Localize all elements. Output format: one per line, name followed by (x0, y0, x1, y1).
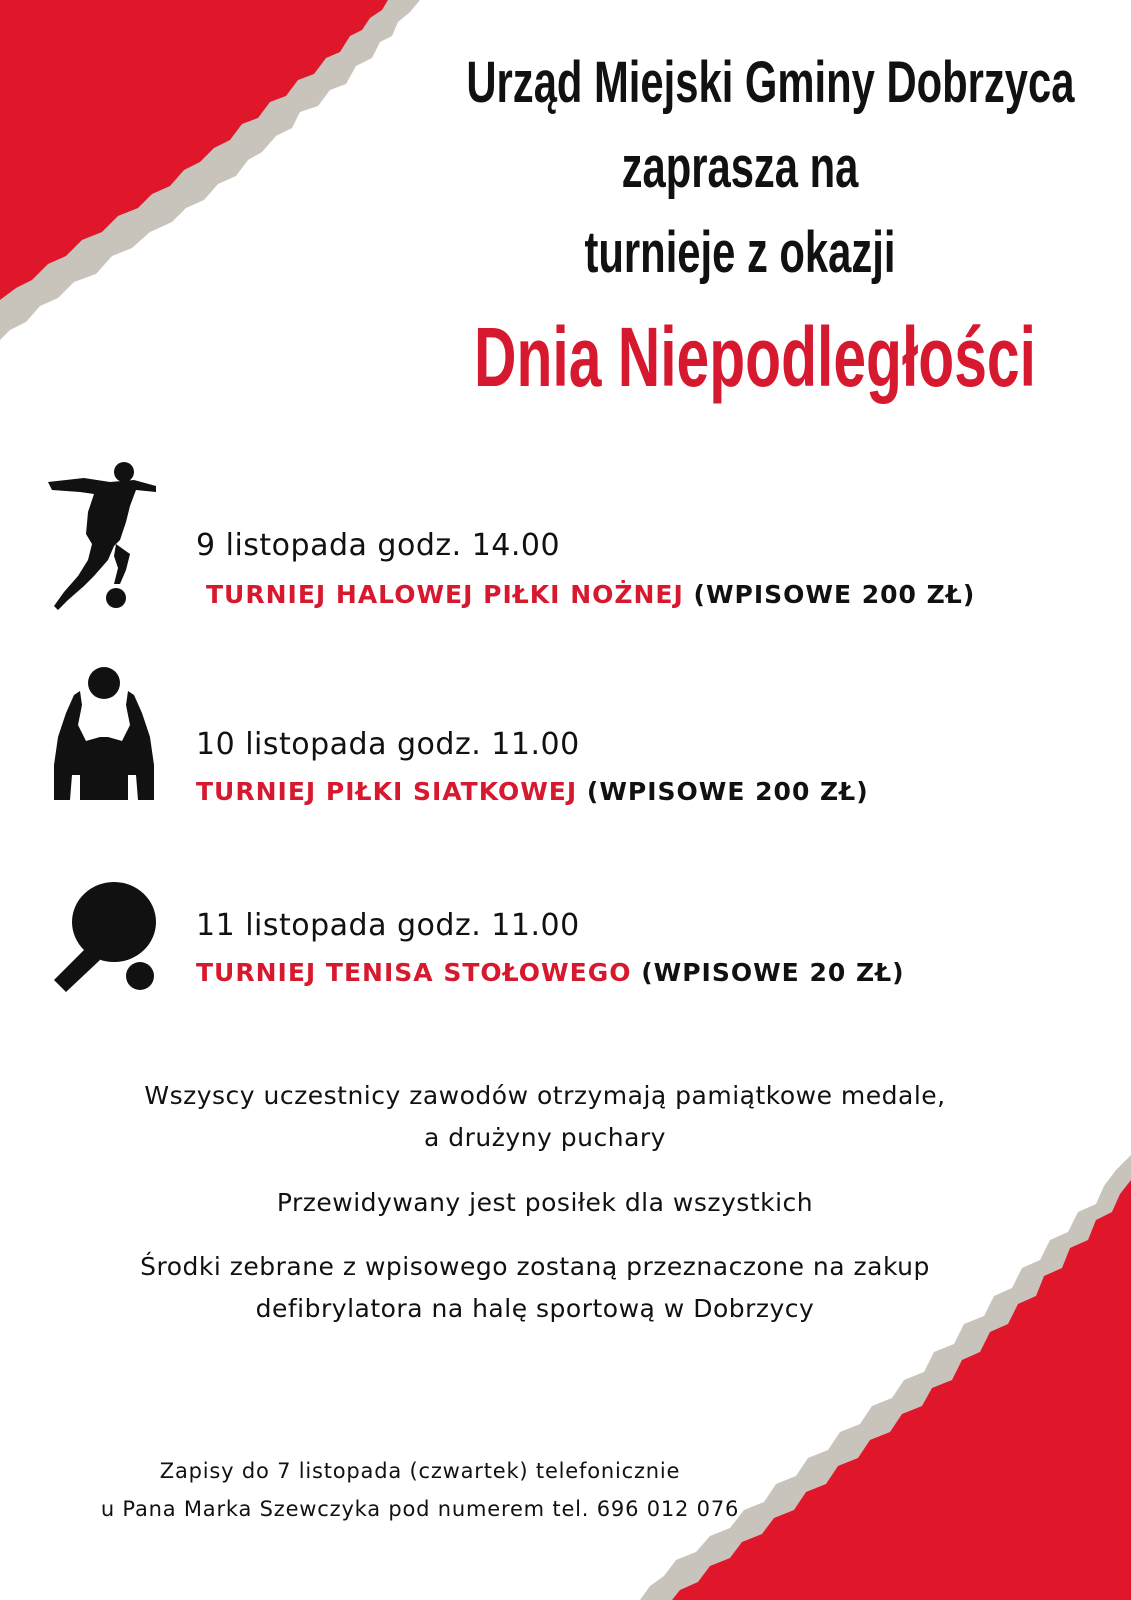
info-medals-line-2: a drużyny puchary (424, 1123, 666, 1152)
soccer-player-icon (44, 460, 164, 620)
volleyball-player-icon (44, 665, 164, 815)
info-section (0, 1075, 1090, 1159)
event-date: 9 listopada godz. 14.00 (196, 528, 561, 563)
info-meal-section (0, 1182, 1090, 1224)
event-name: TURNIEJ PIŁKI SIATKOWEJ (196, 777, 578, 806)
info-funds-line-1: Środki zebrane z wpisowego zostaną przeznaczone na zakup (140, 1252, 930, 1281)
header (360, 40, 1120, 417)
event-date: 11 listopada godz. 11.00 (196, 908, 580, 943)
event-name: TURNIEJ TENISA STOŁOWEGO (196, 958, 632, 987)
info-meal: Przewidywany jest posiłek dla wszystkich (276, 1188, 814, 1217)
event-date: 10 listopada godz. 11.00 (196, 727, 580, 762)
event-name: TURNIEJ HALOWEJ PIŁKI NOŻNEJ (206, 580, 684, 609)
event-fee: (WPISOWE 200 ZŁ) (586, 777, 869, 806)
header-line-1: Urząd Miejski Gminy Dobrzyca (466, 50, 1075, 115)
top-left-red-corner (0, 0, 388, 300)
table-tennis-icon (44, 880, 164, 1000)
info-funds-line-2: defibrylatora na halę sportową w Dobrzycy (255, 1294, 815, 1323)
event-title-line (196, 958, 905, 987)
footer-line-1: Zapisy do 7 listopada (czwartek) telefonicznie (159, 1459, 681, 1483)
footer-line-2: u Pana Marka Szewczyka pod numerem tel. 696 012 076 (100, 1497, 740, 1521)
event-title-line (196, 777, 869, 806)
header-highlight: Dnia Niepodległości (474, 310, 1036, 404)
event-title-line (206, 580, 975, 609)
info-medals-line-1: Wszyscy uczestnicy zawodów otrzymają pamiątkowe medale, (144, 1081, 946, 1110)
header-line-2: zaprasza na (621, 135, 859, 200)
info-funds-section (0, 1246, 1080, 1330)
event-fee: (WPISOWE 20 ZŁ) (641, 958, 905, 987)
event-fee: (WPISOWE 200 ZŁ) (693, 580, 976, 609)
header-line-3: turnieje z okazji (584, 220, 896, 285)
footer (55, 1452, 785, 1528)
